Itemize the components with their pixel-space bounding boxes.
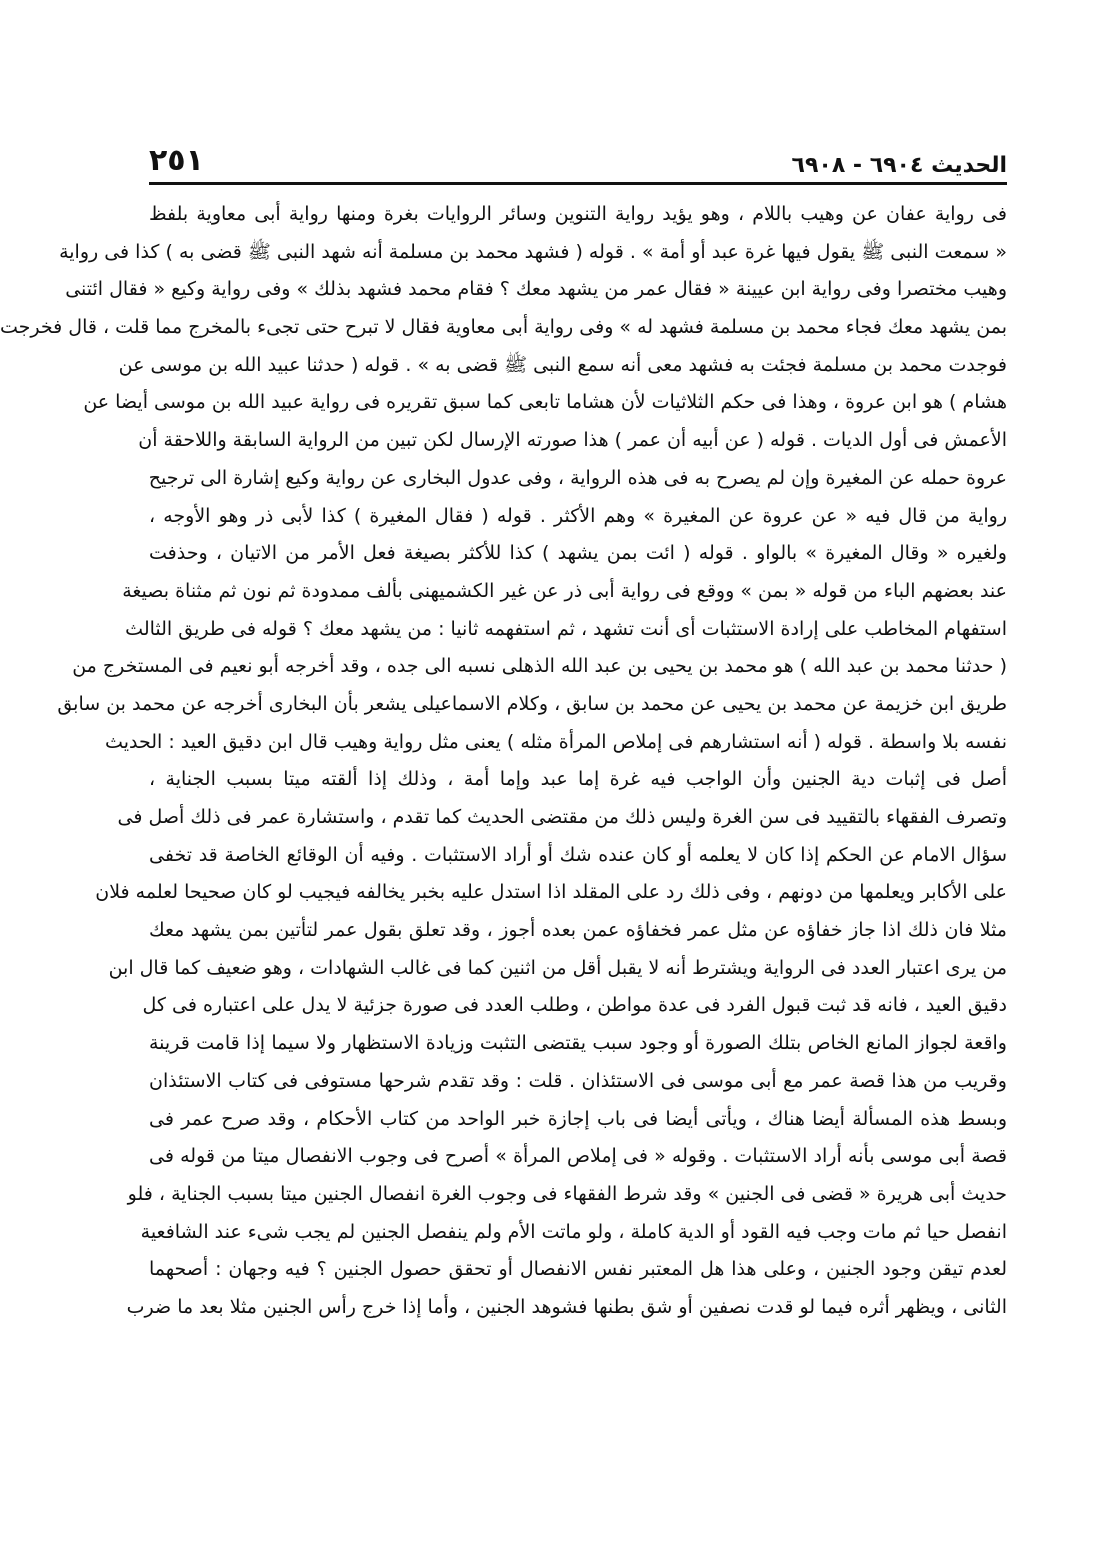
text-line: قصة أبى موسى بأنه أراد الاستثبات . وقوله « فى إملاص المرأة » أصرح فى وجوب الانفصال ميتا من قوله فى — [149, 1145, 1007, 1168]
running-title: الحديث ٦٩٠٤ - ٦٩٠٨ — [791, 153, 1007, 178]
text-line: وتصرف الفقهاء بالتقييد فى سن الغرة وليس ذلك من مقتضى الحديث كما تقدم ، واستشارة عمر فى ذلك أصل فى — [117, 806, 1007, 828]
text-line: عروة حمله عن المغيرة وإن لم يصرح به فى هذه الرواية ، وفى عدول البخارى عن رواية وكيع إشارة الى ترجيح — [148, 466, 1007, 489]
page-number: ٢٥١ — [149, 143, 204, 178]
text-line: أصل فى إثبات دية الجنين وأن الواجب فيه غرة إما عبد وإما أمة ، وذلك إذا ألقته ميتا بسبب الجناية ، — [149, 768, 1007, 791]
text-line: دقيق العيد ، فانه قد ثبت قبول الفرد فى عدة مواطن ، وطلب العدد فى صورة جزئية لا يدل على اعتباره فى كل — [142, 994, 1007, 1017]
header-rule — [149, 182, 1007, 185]
text-line: ولغيره « وقال المغيرة » بالواو . قوله ( ائت بمن يشهد ) كذا للأكثر بصيغة فعل الأمر من الاتيان ، وحذفت — [149, 542, 1007, 565]
text-line: على الأكابر ويعلمها من دونهم ، وفى ذلك رد على المقلد اذا استدل عليه بخبر يخالفه فيجيب لو كان صحيحا لعلمه فلان — [95, 881, 1007, 904]
text-line: وبسط هذه المسألة أيضا هناك ، ويأتى أيضا فى باب إجازة خبر الواحد من كتاب الأحكام ، وقد صرح عمر فى — [149, 1107, 1007, 1130]
text-line: لعدم تيقن وجود الجنين ، وعلى هذا هل المعتبر نفس الانفصال أو تحقق حصول الجنين ؟ فيه وجهان : أصحهما — [149, 1258, 1007, 1281]
commentary-text — [0, 196, 1007, 1327]
text-line: رواية من قال فيه « عن عروة عن المغيرة » وهم الأكثر . قوله ( فقال المغيرة ) كذا لأبى ذر وهو الأوجه ، — [149, 504, 1007, 527]
text-line: فى رواية عفان عن وهيب باللام ، وهو يؤيد رواية التنوين وسائر الروايات بغرة ومنها رواية أبى معاوية بلفظ — [149, 203, 1007, 225]
text-line: حديث أبى هريرة « قضى فى الجنين » وقد شرط الفقهاء فى وجوب الغرة انفصال الجنين ميتا بسبب الجناية ، فلو — [127, 1182, 1007, 1205]
text-line: استفهام المخاطب على إرادة الاستثبات أى أنت تشهد ، ثم استفهمه ثانيا : من يشهد معك ؟ قوله فى طريق الثالث — [125, 617, 1007, 640]
text-line: بمن يشهد معك فجاء محمد بن مسلمة فشهد له » وفى رواية أبى معاوية فقال لا تبرح حتى تجىء بالمخرج مما قلت ، قال فخرجت — [0, 316, 1007, 339]
text-line: مثلا فان ذلك اذا جاز خفاؤه عن مثل عمر فخفاؤه عمن بعده أجوز ، وقد تعلق بقول عمر لتأتين بمن يشهد معك — [149, 919, 1007, 942]
text-line: انفصل حيا ثم مات وجب فيه القود أو الدية كاملة ، ولو ماتت الأم ولم ينفصل الجنين لم يجب شىء عند الشافعية — [140, 1220, 1007, 1243]
text-line: الأعمش فى أول الديات . قوله ( عن أبيه أن عمر ) هذا صورته الإرسال لكن تبين من الرواية السابقة واللاحقة أن — [138, 429, 1007, 452]
text-line: وقريب من هذا قصة عمر مع أبى موسى فى الاستئذان . قلت : وقد تقدم شرحها مستوفى فى كتاب الاستئذان — [149, 1069, 1007, 1092]
text-line: سؤال الامام عن الحكم إذا كان لا يعلمه أو كان عنده شك أو أراد الاستثبات . وفيه أن الوقائع الخاصة قد تخفى — [149, 843, 1007, 866]
text-line: وهيب مختصرا وفى رواية ابن عيينة « فقال عمر من يشهد معك ؟ فقام محمد فشهد بذلك » وفى رواية وكيع « فقال ائتنى — [65, 278, 1007, 301]
text-line: واقعة لجواز المانع الخاص بتلك الصورة أو وجود سبب يقتضى التثبت وزيادة الاستظهار ولا سيما إذا قامت قرينة — [149, 1032, 1007, 1055]
text-line: هشام ) هو ابن عروة ، وهذا فى حكم الثلاثيات لأن هشاما تابعى كما سبق تقريره فى رواية عبيد الله بن موسى أيضا عن — [83, 391, 1007, 414]
text-line: فوجدت محمد بن مسلمة فجئت به فشهد معى أنه سمع النبى ﷺ قضى به » . قوله ( حدثنا عبيد الله بن موسى عن — [118, 353, 1007, 376]
text-line: عند بعضهم الباء من قوله « بمن » ووقع فى رواية أبى ذر عن غير الكشميهنى بألف ممدودة ثم نون ثم مثناة بصيغة — [122, 579, 1007, 602]
text-line: نفسه بلا واسطة . قوله ( أنه استشارهم فى إملاص المرأة مثله ) يعنى مثل رواية وهيب قال ابن دقيق العيد : الحديث — [105, 730, 1007, 753]
text-line: الثانى ، ويظهر أثره فيما لو قدت نصفين أو شق بطنها فشوهد الجنين ، وأما إذا خرج رأس الجنين مثلا بعد ما ضرب — [126, 1295, 1007, 1318]
text-line: ( حدثنا محمد بن عبد الله ) هو محمد بن يحيى بن عبد الله الذهلى نسبه الى جده ، وقد أخرجه أبو نعيم فى المستخرج من — [72, 655, 1007, 678]
text-line: « سمعت النبى ﷺ يقول فيها غرة عبد أو أمة » . قوله ( فشهد محمد بن مسلمة أنه شهد النبى ﷺ قضى به ) كذا فى رواية — [59, 240, 1007, 263]
text-line: طريق ابن خزيمة عن محمد بن يحيى عن محمد بن سابق ، وكلام الاسماعيلى يشعر بأن البخارى أخرجه عن محمد بن سابق — [57, 692, 1007, 715]
text-line: من يرى اعتبار العدد فى الرواية ويشترط أنه لا يقبل أقل من اثنين كما فى غالب الشهادات ، وهو ضعيف كما قال ابن — [108, 956, 1007, 979]
page-header — [149, 138, 1007, 178]
